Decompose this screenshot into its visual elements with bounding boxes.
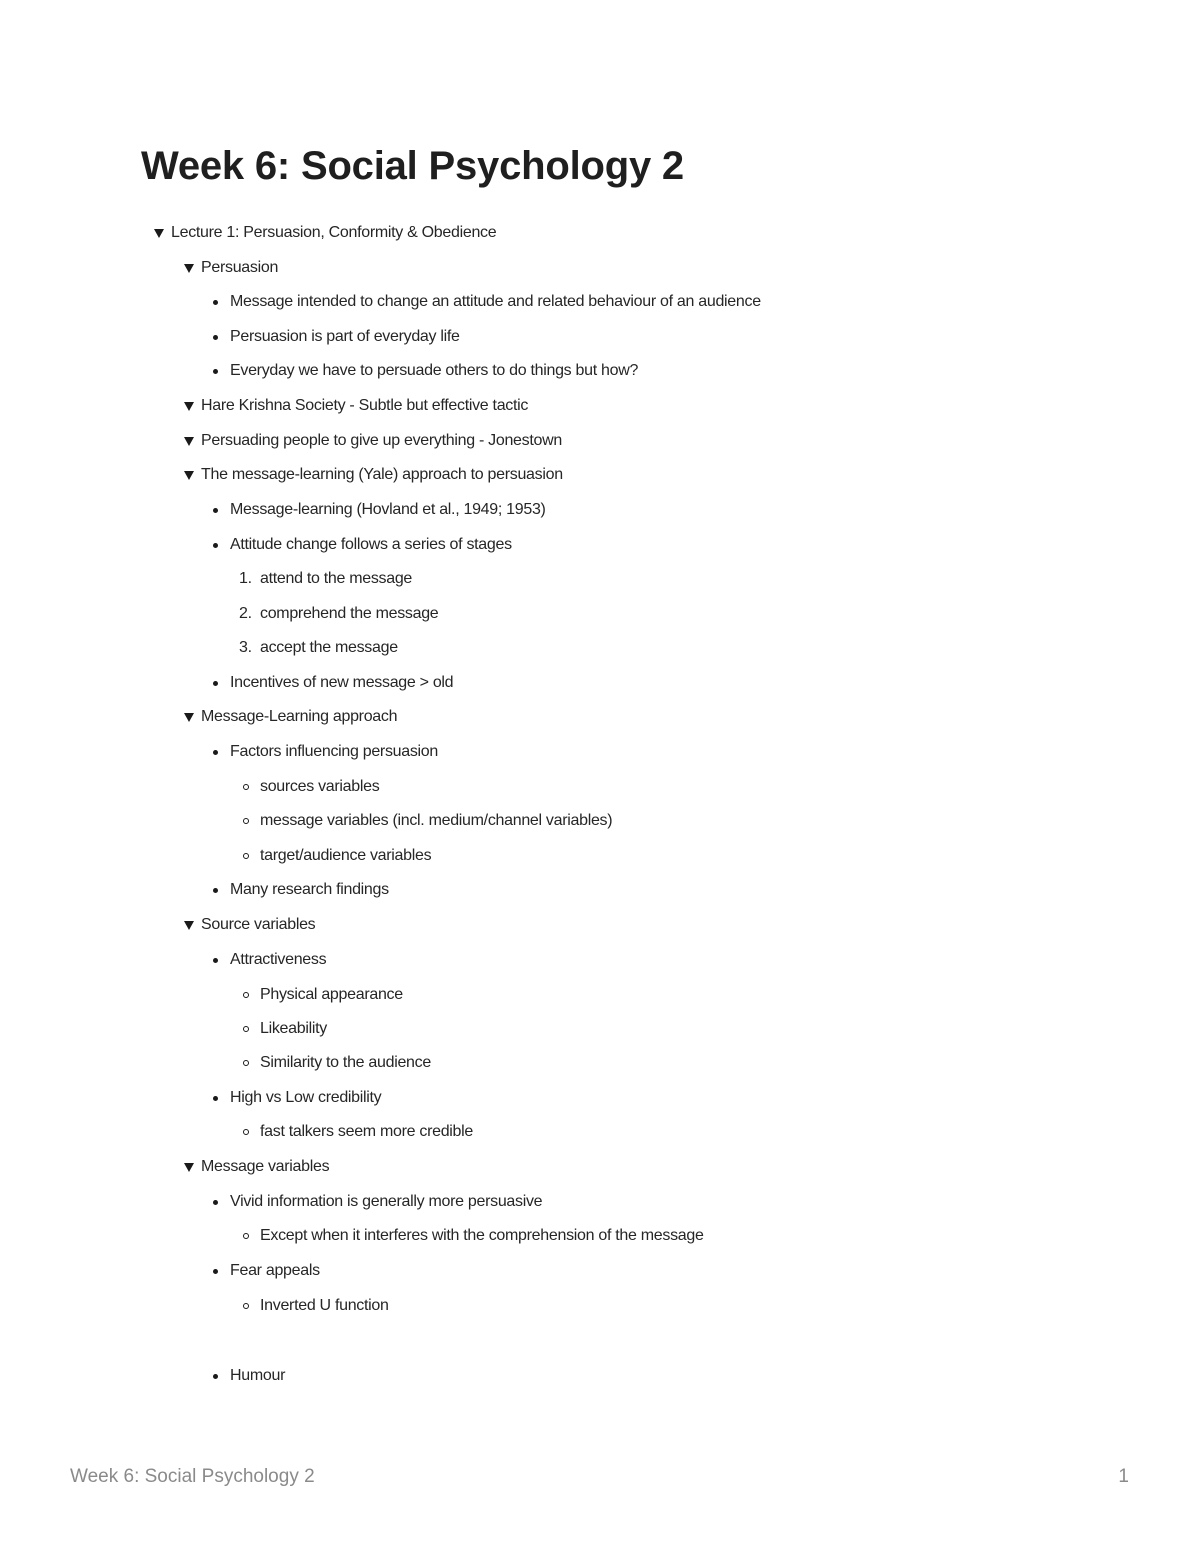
list-item-text: Attractiveness [230, 951, 327, 968]
list-item-text: Humour [230, 1367, 286, 1384]
bullet-disc-icon [212, 671, 226, 695]
list-item-text: Except when it interferes with the comprehension of the message [260, 1227, 704, 1244]
list-item [239, 602, 439, 626]
list-item [230, 1364, 285, 1388]
list-item [260, 1120, 473, 1144]
list-item-text: target/audience variables [260, 847, 432, 864]
list-item-text: High vs Low credibility [230, 1089, 382, 1106]
list-item [230, 1190, 542, 1214]
list-item-text: sources variables [260, 778, 380, 795]
list-item-text: Message variables [201, 1158, 330, 1175]
list-item-text: Factors influencing persuasion [230, 743, 439, 760]
list-item-text: Lecture 1: Persuasion, Conformity & Obedience [171, 224, 497, 241]
list-item [260, 1051, 431, 1075]
list-item [230, 1086, 381, 1110]
list-item [230, 290, 761, 314]
list-item [239, 567, 413, 591]
list-item-text: Message intended to change an attitude and related behaviour of an audience [230, 293, 761, 310]
list-item-text: Message-learning (Hovland et al., 1949; 1953) [230, 501, 546, 518]
footer-title: Week 6: Social Psychology 2 [70, 1466, 315, 1487]
list-item [230, 671, 453, 695]
bullet-circle-icon [242, 1294, 256, 1318]
bullet-disc-icon [212, 1259, 226, 1283]
list-item [260, 775, 379, 799]
triangle-toggle-icon[interactable] [182, 913, 196, 937]
list-item [260, 1224, 704, 1248]
list-item-text: Persuading people to give up everything - Jonestown [201, 432, 562, 449]
list-item-text: The message-learning (Yale) approach to persuasion [201, 466, 563, 483]
outline-toggle-item[interactable] [201, 463, 563, 487]
list-item [230, 533, 512, 557]
outline-toggle-item[interactable] [171, 221, 496, 245]
list-item-text: Inverted U function [260, 1297, 389, 1314]
bullet-disc-icon [212, 290, 226, 314]
bullet-circle-icon [242, 775, 256, 799]
bullet-circle-icon [242, 1017, 256, 1041]
bullet-disc-icon [212, 359, 226, 383]
list-item-text: comprehend the message [260, 605, 439, 622]
list-item-text: Vivid information is generally more persuasive [230, 1193, 543, 1210]
bullet-disc-icon [212, 740, 226, 764]
list-item-text: Attitude change follows a series of stages [230, 536, 512, 553]
triangle-toggle-icon[interactable] [152, 221, 166, 245]
list-item-text: Incentives of new message > old [230, 674, 454, 691]
list-item-text: Fear appeals [230, 1262, 320, 1279]
list-item-text: Physical appearance [260, 986, 403, 1003]
list-item [239, 636, 398, 660]
bullet-disc-icon [212, 948, 226, 972]
bullet-circle-icon [242, 1224, 256, 1248]
triangle-toggle-icon[interactable] [182, 394, 196, 418]
bullet-disc-icon [212, 878, 226, 902]
list-item [230, 359, 638, 383]
bullet-circle-icon [242, 1120, 256, 1144]
list-item-text: Message-Learning approach [201, 708, 398, 725]
footer-page-number: 1 [1118, 1466, 1129, 1487]
bullet-disc-icon [212, 325, 226, 349]
list-item [230, 878, 389, 902]
bullet-circle-icon [242, 844, 256, 868]
list-item-text: Many research findings [230, 881, 389, 898]
triangle-toggle-icon[interactable] [182, 256, 196, 280]
outline-toggle-item[interactable] [201, 705, 397, 729]
triangle-toggle-icon[interactable] [182, 463, 196, 487]
triangle-toggle-icon[interactable] [182, 429, 196, 453]
list-item [260, 983, 403, 1007]
list-item [230, 948, 326, 972]
triangle-toggle-icon[interactable] [182, 705, 196, 729]
bullet-disc-icon [212, 533, 226, 557]
list-item-text: Persuasion [201, 259, 279, 276]
bullet-disc-icon [212, 498, 226, 522]
bullet-circle-icon [242, 809, 256, 833]
outline-toggle-item[interactable] [201, 394, 528, 418]
list-item [230, 325, 460, 349]
list-item-text: attend to the message [260, 570, 413, 587]
list-item-text: Persuasion is part of everyday life [230, 328, 460, 345]
bullet-circle-icon [242, 983, 256, 1007]
outline-toggle-item[interactable] [201, 913, 315, 937]
list-item-text: Similarity to the audience [260, 1054, 431, 1071]
list-item [230, 498, 546, 522]
list-item-text: fast talkers seem more credible [260, 1123, 474, 1140]
list-item-text: Source variables [201, 916, 316, 933]
triangle-toggle-icon[interactable] [182, 1155, 196, 1179]
outline-toggle-item[interactable] [201, 256, 278, 280]
list-item [230, 1259, 320, 1283]
bullet-disc-icon [212, 1364, 226, 1388]
list-number: 1. [239, 570, 252, 587]
list-item [260, 809, 612, 833]
list-item [260, 1294, 389, 1318]
list-item-text: Hare Krishna Society - Subtle but effective tactic [201, 397, 529, 414]
bullet-circle-icon [242, 1051, 256, 1075]
list-number: 2. [239, 605, 252, 622]
bullet-disc-icon [212, 1190, 226, 1214]
list-number: 3. [239, 639, 252, 656]
list-item [260, 844, 431, 868]
list-item [260, 1017, 327, 1041]
list-item [230, 740, 438, 764]
list-item-text: accept the message [260, 639, 398, 656]
list-item-text: Likeability [260, 1020, 327, 1037]
page-title: Week 6: Social Psychology 2 [141, 144, 684, 188]
list-item-text: Everyday we have to persuade others to do things but how? [230, 362, 639, 379]
list-item-text: message variables (incl. medium/channel variables) [260, 812, 613, 829]
outline-toggle-item[interactable] [201, 429, 562, 453]
outline-toggle-item[interactable] [201, 1155, 329, 1179]
bullet-disc-icon [212, 1086, 226, 1110]
